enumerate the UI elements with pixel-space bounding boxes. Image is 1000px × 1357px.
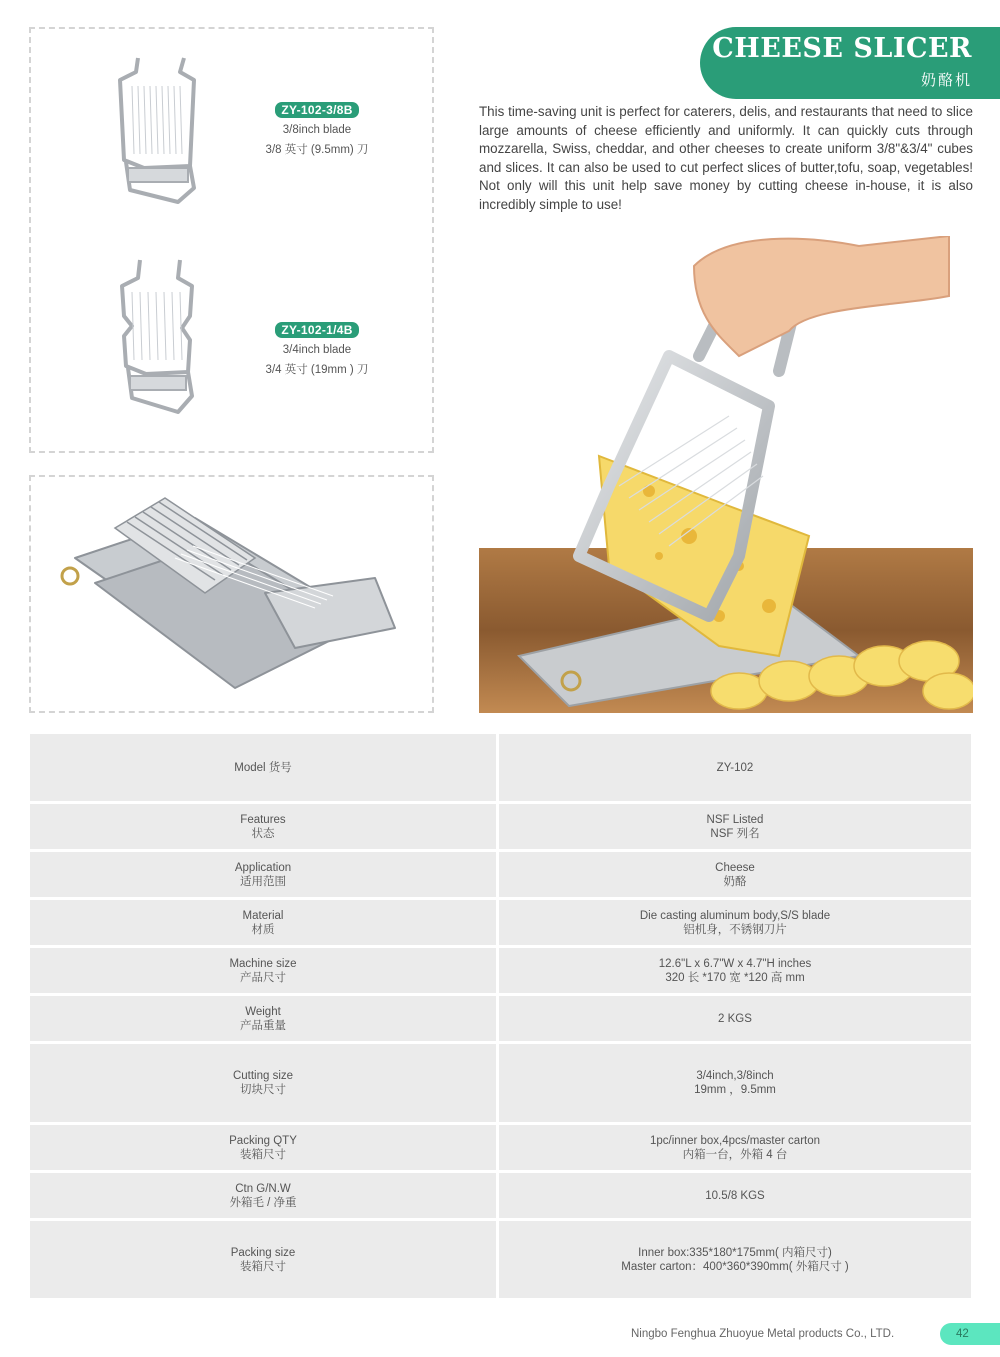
table-row — [30, 948, 971, 996]
spec-value-line-1: 1pc/inner box,4pcs/master carton — [649, 1134, 821, 1147]
spec-value — [499, 1044, 971, 1122]
spec-label — [30, 996, 499, 1041]
page-number: 42 — [940, 1323, 1000, 1345]
spec-table — [30, 734, 971, 1301]
spec-value — [499, 996, 971, 1041]
spec-label — [30, 734, 499, 801]
spec-value-line-1: 3/4inch,3/8inch — [696, 1070, 774, 1082]
spec-label-en: Weight — [245, 1005, 281, 1018]
spec-label-en: Ctn G/N.W — [235, 1182, 291, 1195]
slicer-frame-3-8-image — [108, 50, 208, 210]
spec-value-line-2: 内箱一台，外箱 4 台 — [682, 1148, 788, 1161]
spec-label-en: Model 货号 — [234, 761, 292, 774]
spec-value-line-2: Master carton：400*360*390mm( 外箱尺寸 ) — [621, 1260, 849, 1273]
variant-blade-en: 3/8inch blade — [282, 124, 352, 136]
table-row — [30, 804, 971, 852]
title-badge — [700, 27, 1000, 99]
spec-value-line-2: 铝机身，不锈钢刀片 — [683, 923, 787, 936]
spec-label-en: Application — [234, 861, 292, 874]
table-row — [30, 1173, 971, 1221]
spec-value — [499, 1221, 971, 1298]
spec-label-en: Material — [242, 909, 284, 922]
spec-label-en: Packing QTY — [229, 1134, 297, 1147]
page-subtitle: 奶酪机 — [920, 72, 972, 89]
spec-value — [499, 1173, 971, 1218]
spec-value-line-1: NSF Listed — [706, 813, 764, 826]
spec-value-line-2: 320 长 *170 宽 *120 高 mm — [665, 971, 805, 984]
table-row — [30, 1125, 971, 1173]
spec-label-en: Machine size — [229, 957, 297, 970]
slicer-frame-1-4-image — [110, 256, 205, 418]
product-description: This time-saving unit is perfect for caterers, delis, and restaurants that need to slice large amounts of cheese efficiently and uniformly. It can quickly cuts through mozzarella, Swiss, cheddar, and other cheeses to create uniform 3/8"&3/4" cubes and slices. It can also be used to cut perfect slices of butter,tofu, soap, vegetables! Not only will this unit help save money by cutting cheese in-house, it is also incredibly simple to use! — [479, 104, 973, 212]
spec-value-line-1: 10.5/8 KGS — [705, 1189, 765, 1202]
spec-value-line-2: 奶酪 — [723, 875, 747, 888]
spec-value-line-1: 12.6"L x 6.7"W x 4.7"H inches — [658, 957, 812, 970]
variant-3-8 — [262, 101, 372, 157]
spec-value — [499, 804, 971, 849]
variant-blade-cn: 3/4 英寸 (19mm ) 刀 — [265, 364, 369, 376]
spec-label — [30, 852, 499, 897]
table-row — [30, 996, 971, 1044]
spec-label — [30, 1173, 499, 1218]
spec-label-en: Packing size — [230, 1246, 296, 1259]
spec-label — [30, 1125, 499, 1170]
table-row — [30, 1044, 971, 1125]
table-row — [30, 900, 971, 948]
spec-label — [30, 1044, 499, 1122]
spec-label — [30, 948, 499, 993]
spec-value — [499, 900, 971, 945]
spec-value-line-1: Die casting aluminum body,S/S blade — [639, 909, 831, 922]
variant-model-badge: ZY-102-3/8B — [275, 102, 358, 118]
spec-label — [30, 900, 499, 945]
spec-value — [499, 948, 971, 993]
spec-value — [499, 1125, 971, 1170]
spec-value-line-1: Cheese — [715, 861, 755, 874]
variant-blade-en: 3/4inch blade — [282, 344, 352, 356]
spec-label-cn: 装箱尺寸 — [240, 1148, 286, 1161]
spec-value-line-1: ZY-102 — [716, 761, 754, 774]
spec-label-cn: 状态 — [251, 827, 275, 840]
spec-value-line-1: Inner box:335*180*175mm( 内箱尺寸) — [638, 1246, 832, 1259]
spec-label-cn: 材质 — [251, 923, 275, 936]
spec-value-line-1: 2 KGS — [718, 1012, 752, 1025]
variant-model-badge: ZY-102-1/4B — [275, 322, 358, 338]
variant-blade-cn: 3/8 英寸 (9.5mm) 刀 — [265, 144, 369, 156]
spec-label-cn: 产品重量 — [240, 1019, 286, 1032]
page-title: CHEESE SLICER — [712, 33, 972, 64]
spec-value — [499, 734, 971, 801]
spec-label-cn: 外箱毛 / 净重 — [229, 1196, 297, 1209]
spec-label-cn: 适用范围 — [240, 875, 286, 888]
spec-label-cn: 产品尺寸 — [240, 971, 286, 984]
spec-label-cn: 切块尺寸 — [240, 1084, 286, 1096]
spec-value-line-2: NSF 列名 — [710, 827, 760, 840]
table-row — [30, 1221, 971, 1301]
variant-1-4 — [262, 321, 372, 377]
variants-panel — [29, 27, 434, 453]
spec-label — [30, 804, 499, 849]
footer-company: Ningbo Fenghua Zhuoyue Metal products Co., LTD. — [631, 1328, 895, 1340]
spec-label-en: Features — [240, 813, 286, 826]
spec-label-cn: 装箱尺寸 — [240, 1260, 286, 1273]
disassembled-slicer-image — [55, 488, 415, 698]
spec-label-en: Cutting size — [232, 1070, 294, 1082]
spec-label — [30, 1221, 499, 1298]
product-photo — [479, 236, 973, 713]
spec-value-line-2: 19mm ，9.5mm — [694, 1084, 776, 1096]
table-row — [30, 734, 971, 804]
table-row — [30, 852, 971, 900]
spec-value — [499, 852, 971, 897]
